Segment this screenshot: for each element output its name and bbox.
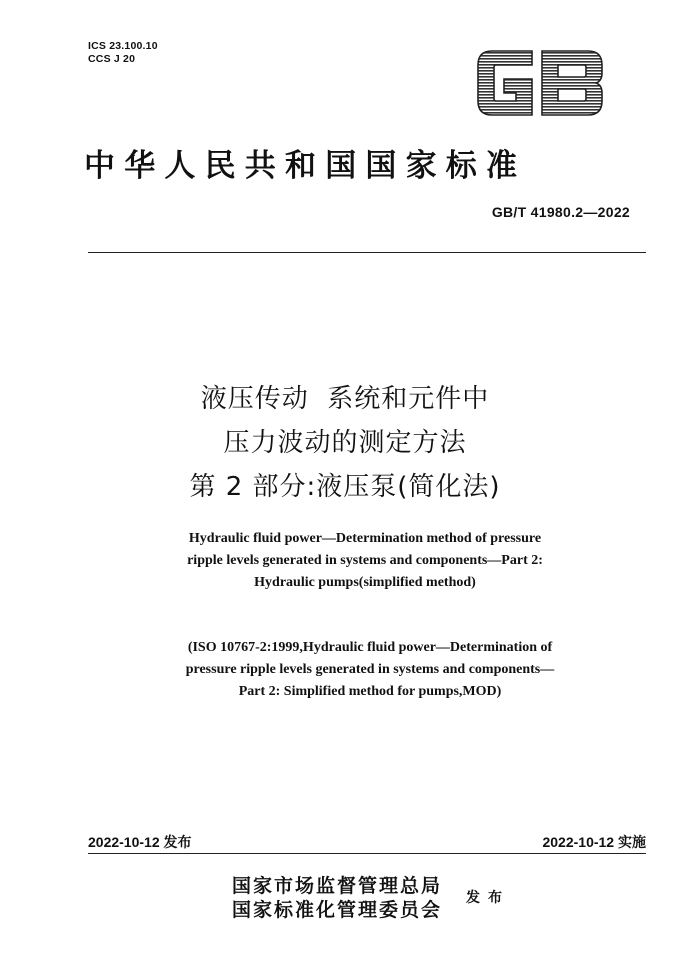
publish-label: 发布 [466,890,510,906]
iso-reference-line1: (ISO 10767-2:1999,Hydraulic fluid power—Determination of [187,640,553,655]
chinese-title [0,380,690,506]
national-standard-heading: 中华人民共和国国家标准 [84,148,527,184]
chinese-title-line2: 压力波动的测定方法 [223,428,467,458]
issuer-sac: 国家标准化管理委员会 [232,899,443,921]
issuer-samr: 国家市场监督管理总局 [232,875,443,897]
english-title-line1: Hydraulic fluid power—Determination method of pressure [188,531,542,546]
bottom-divider [88,853,646,854]
implementation-date: 2022-10-12 实施 [542,834,646,850]
iso-reference-line3: Part 2: Simplified method for pumps,MOD) [238,684,502,699]
top-divider [88,252,646,253]
standard-number: GB/T 41980.2—2022 [491,204,630,220]
issue-date: 2022-10-12 发布 [88,834,192,850]
issuing-authorities [232,874,442,922]
iso-reference [0,637,690,703]
english-title-line3: Hydraulic pumps(simplified method) [254,575,476,590]
chinese-title-line1: 液压传动 系统和元件中 [200,384,490,414]
ccs-code: CCS J 20 [88,53,136,65]
iso-reference-line2: pressure ripple levels generated in systems and components— [185,662,555,677]
chinese-title-line3: 第 2 部分:液压泵(简化法) [189,472,501,502]
classification-codes [88,40,158,66]
english-title [0,528,690,594]
english-title-line2: ripple levels generated in systems and components—Part 2: [187,553,543,568]
ics-code: ICS 23.100.10 [88,40,158,52]
gb-logo [470,43,610,123]
